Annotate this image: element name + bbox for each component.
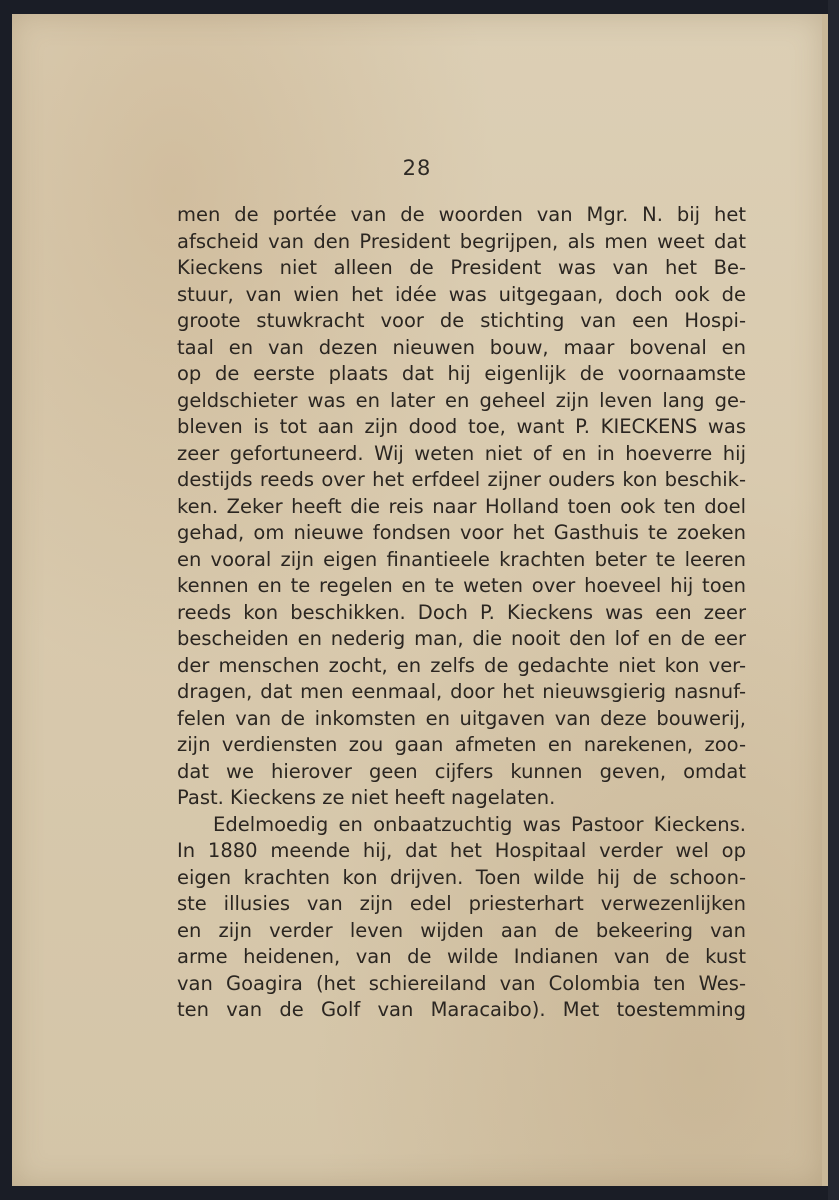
page-number: 28 [402, 156, 432, 180]
text-line-12: ken. Zeker heeft die reis naar Holland toen ook ten doel [177, 494, 746, 518]
text-line-10: zeer gefortuneerd. Wij weten niet of en in hoeverre hij [177, 441, 746, 465]
text-line-30: van Goagira (het schiereiland van Colombia ten Wes- [177, 971, 746, 995]
text-line-21: zijn verdiensten zou gaan afmeten en narekenen, zoo- [177, 733, 746, 756]
text-line-5: groote stuwkracht voor de stichting van een Hospi- [177, 309, 746, 332]
text-line-17: bescheiden en nederig man, die nooit den lof en de eer [177, 627, 746, 650]
text-line-11: destijds reeds over het erfdeel zijner ouders kon beschik- [177, 468, 746, 491]
text-line-3: Kieckens niet alleen de President was van het Be- [177, 256, 746, 279]
text-line-28: en zijn verder leven wijden aan de bekeering van [177, 918, 746, 942]
text-line-23: Past. Kieckens ze niet heeft nagelaten. [177, 786, 556, 809]
text-line-20: felen van de inkomsten en uitgaven van deze bouwerij, [177, 706, 746, 730]
text-line-1: men de portée van de woorden van Mgr. N. bij het [177, 203, 746, 226]
text-line-6: taal en van dezen nieuwen bouw, maar bovenal en [177, 335, 746, 359]
text-line-13: gehad, om nieuwe fondsen voor het Gasthuis te zoeken [177, 521, 746, 544]
text-line-4: stuur, van wien het idée was uitgegaan, doch ook de [177, 282, 746, 306]
text-line-8: geldschieter was en later en geheel zijn leven lang ge- [177, 388, 746, 412]
text-line-26: eigen krachten kon drijven. Toen wilde hij de schoon- [177, 865, 746, 889]
text-line-24: Edelmoedig en onbaatzuchtig was Pastoor Kieckens. [213, 812, 746, 836]
text-line-19: dragen, dat men eenmaal, door het nieuwsgierig nasnuf- [177, 680, 746, 703]
book-page [12, 14, 822, 1186]
text-line-15: kennen en te regelen en te weten over hoeveel hij toen [177, 574, 746, 597]
text-line-9: bleven is tot aan zijn dood toe, want P. KIECKENS was [177, 415, 746, 438]
body-text [177, 202, 746, 1024]
text-line-16: reeds kon beschikken. Doch P. Kieckens was een zeer [177, 600, 746, 624]
text-line-31: ten van de Golf van Maracaibo). Met toestemming [177, 998, 746, 1021]
text-line-27: ste illusies van zijn edel priesterhart verwezenlijken [177, 892, 746, 915]
text-line-18: der menschen zocht, en zelfs de gedachte niet kon ver- [177, 653, 746, 677]
text-line-25: In 1880 meende hij, dat het Hospitaal verder wel op [177, 839, 746, 862]
text-line-7: op de eerste plaats dat hij eigenlijk de voornaamste [177, 362, 746, 385]
text-line-2: afscheid van den President begrijpen, als men weet dat [177, 229, 746, 253]
scan-border [828, 0, 839, 1200]
text-line-14: en vooral zijn eigen finantieele krachten beter te leeren [177, 547, 746, 571]
text-line-29: arme heidenen, van de wilde Indianen van de kust [177, 945, 746, 968]
text-line-22: dat we hierover geen cijfers kunnen geven, omdat [177, 759, 746, 783]
